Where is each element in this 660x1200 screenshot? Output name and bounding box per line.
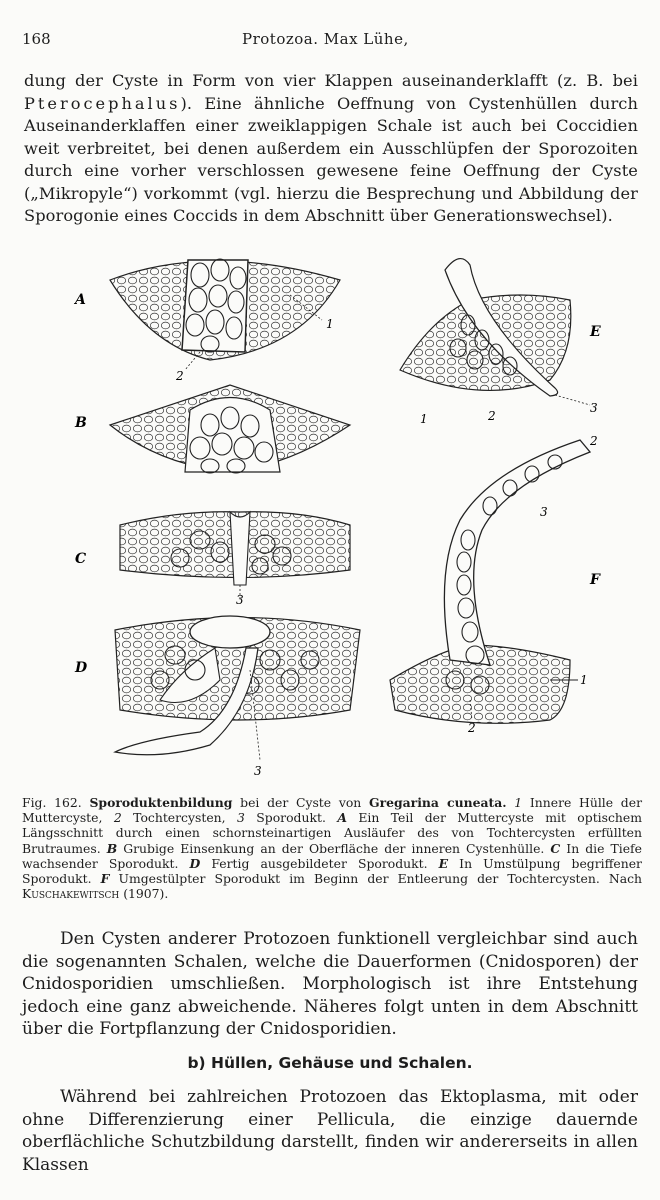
figure-162-illustration	[50, 240, 640, 790]
caption-species: Gregarina cuneata.	[368, 795, 507, 810]
panel-d-drawing	[115, 616, 360, 760]
caption-panel-letter: A	[337, 810, 347, 826]
figure-caption	[22, 795, 642, 901]
caption-figure-number: Fig. 162.	[22, 795, 82, 810]
genus-name: Pterocephalus	[24, 93, 181, 113]
panel-label-e: E	[590, 324, 601, 340]
panel-label-d: D	[75, 660, 88, 676]
paragraph-intro-text-b: ). Eine ähnliche Oeffnung von Cystenhüllen durch Auseinanderklaffen einer zweiklappigen Schale ist auch bei Coccidien weit verbreitet, bei denen außerdem ein Ausschlüpfen der Sporozoiten durch eine vorher verschlossen gewesene feine Oeffnung der Cyste („Mikropyle“) vorkommt (vgl. hierzu die Besprechung und Abbildung der Sporogonie eines Coccids in dem Abschnitt über Generationswechsel).	[24, 93, 638, 225]
paragraph-huellen: Während bei zahlreichen Protozoen das Ektoplasma, mit oder ohne Differenzierung einer Pellicula, die einzige dauernde oberflächliche Schutzbildung darstellt, finden wir andererseits in allen Klassen	[22, 1087, 638, 1175]
caption-panel-letter: D	[189, 855, 201, 871]
callout-f-2-top: 2	[590, 434, 598, 448]
caption-text: Umgestülpter Sporodukt im Beginn der Entleerung der Tochtercysten. Nach	[109, 871, 643, 887]
caption-number: 3	[237, 810, 245, 826]
callout-a-2: 2	[176, 369, 184, 383]
panel-label-a: A	[75, 292, 86, 308]
caption-text: In Umstülpung begriffener Sporodukt.	[22, 855, 642, 887]
panel-b-drawing	[110, 385, 350, 473]
callout-a-1: 1	[326, 317, 334, 331]
caption-text: Fertig ausgebildeter Sporodukt.	[200, 855, 439, 871]
caption-text: Tochtercysten,	[121, 810, 237, 826]
callout-f-2-bottom: 2	[468, 721, 476, 735]
panel-label-b: B	[75, 415, 87, 431]
callout-e-2: 2	[488, 409, 496, 423]
caption-text: Ein Teil der Muttercyste mit optischem Längsschnitt durch einen schornsteinartigen Ausläufer des von Tochtercysten erfüllten Brutraumes.	[22, 810, 642, 856]
caption-author: Kuschakewitsch	[22, 886, 120, 902]
panel-label-f: F	[590, 572, 600, 588]
caption-panel-letter: B	[106, 840, 118, 856]
page-number: 168	[22, 30, 51, 48]
panel-e-drawing	[400, 259, 590, 405]
caption-title: Sporoduktenbildung	[89, 795, 233, 810]
callout-e-1: 1	[420, 412, 428, 426]
caption-text: Innere Hülle der Muttercyste,	[22, 795, 642, 826]
paragraph-cnidosporidia	[22, 928, 638, 1041]
panel-f-drawing	[390, 440, 590, 723]
paragraph-intro-text-a: dung der Cyste in Form von vier Klappen auseinanderklafft (z. B. bei	[24, 71, 638, 90]
section-heading: b) Hüllen, Gehäuse und Schalen.	[187, 1054, 473, 1072]
caption-text: Sporodukt.	[244, 810, 338, 826]
caption-text: In die Tiefe wachsender Sporodukt.	[22, 840, 642, 871]
panel-a-drawing	[110, 259, 340, 370]
caption-number: 1	[514, 795, 523, 810]
caption-text: Grubige Einsenkung an der Oberfläche der inneren Cystenhülle.	[117, 840, 551, 856]
callout-e-3: 3	[590, 401, 598, 415]
callout-c-3: 3	[236, 593, 244, 607]
caption-text: (1907).	[119, 886, 169, 902]
callout-d-3: 3	[254, 764, 262, 778]
panel-label-c: C	[75, 551, 87, 567]
caption-panel-letter: F	[100, 871, 110, 887]
caption-text: bei der Cyste von	[232, 795, 369, 810]
paragraph-intro	[24, 70, 638, 228]
callout-f-1: 1	[580, 673, 588, 687]
callout-f-3: 3	[540, 505, 548, 519]
paragraph-cnidosporidia-text: Den Cysten anderer Protozoen funktionell vergleichbar sind auch die sogenannten Schalen, welche die Dauerformen (Cnidosporen) der Cnidosporidien umschließen. Morphologisch ist ihre Entstehung jedoch eine ganz abweichende. Näheres folgt unten in dem Abschnitt über die Fortpflanzung der Cnidosporidien.	[22, 929, 638, 1039]
running-title: Protozoa. Max Lühe,	[242, 30, 409, 48]
caption-number: 2	[113, 810, 122, 826]
caption-panel-letter: E	[438, 855, 449, 871]
panel-c-drawing	[120, 512, 350, 598]
caption-panel-letter: C	[550, 840, 561, 856]
running-header	[22, 30, 632, 52]
